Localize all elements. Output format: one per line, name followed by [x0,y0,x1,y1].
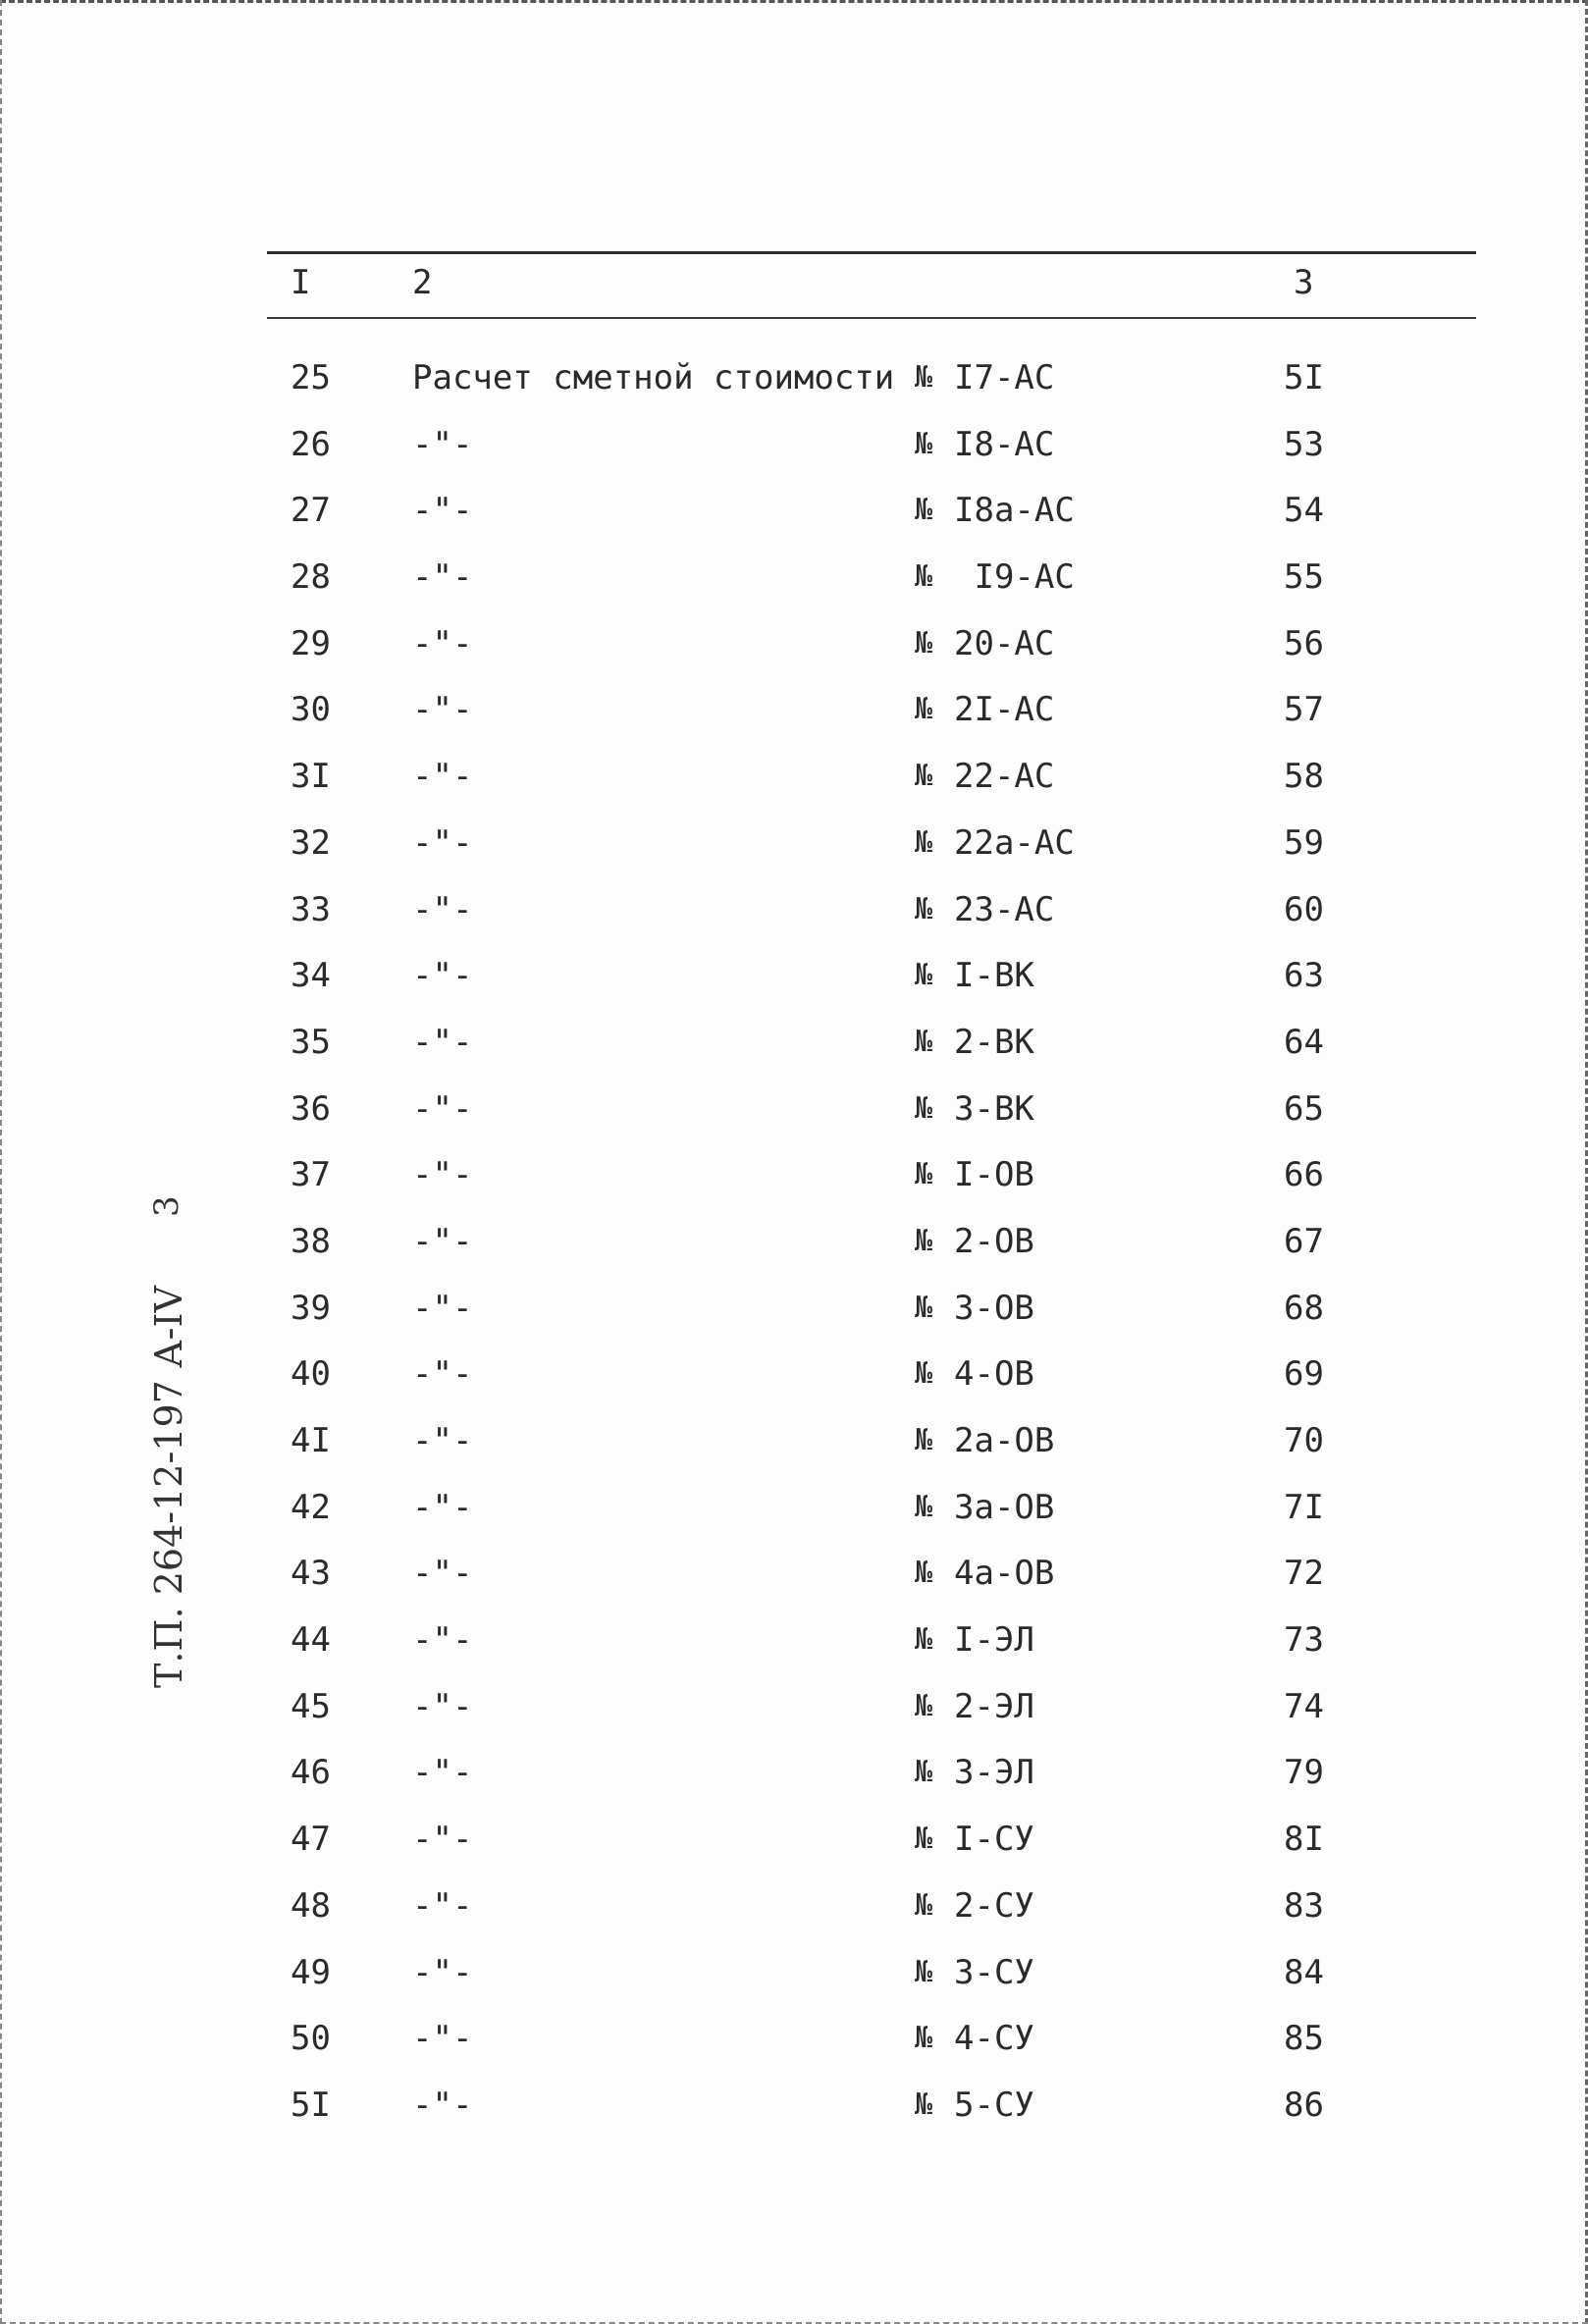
row-number: 47 [291,1820,331,1860]
number-sign: № [915,759,933,794]
table-row [0,1554,1588,1620]
row-page: 8I [1284,1820,1324,1860]
number-sign: № [915,2086,933,2122]
row-code: I-ЭЛ [954,1620,1034,1661]
row-code: I8-АС [954,424,1055,464]
table-row [0,1089,1588,1156]
row-description: -"- [412,1885,473,1926]
table-row [0,890,1588,957]
row-number: 5I [291,2085,331,2125]
table-row [0,823,1588,890]
row-page: 5I [1284,358,1324,397]
row-code: 22-АС [954,757,1055,797]
row-number: 3I [291,757,331,797]
table-row [0,2019,1588,2086]
row-page: 69 [1284,1354,1324,1395]
row-description: -"- [412,623,473,663]
row-description: -"- [412,1421,473,1460]
number-sign: № [915,2021,933,2056]
row-number: 43 [291,1554,331,1594]
row-description: -"- [412,1022,473,1062]
row-code: 3а-ОВ [954,1487,1055,1527]
row-code: 3-ЭЛ [954,1753,1034,1793]
number-sign: № [915,692,933,727]
row-code: I-СУ [954,1820,1034,1860]
row-description: -"- [412,491,473,531]
table-row [0,956,1588,1023]
row-code: 4а-ОВ [954,1554,1055,1594]
row-number: 30 [291,690,331,730]
number-sign: № [915,958,933,993]
row-page: 64 [1284,1022,1324,1062]
table-row [0,1953,1588,2020]
row-number: 42 [291,1487,331,1527]
number-sign: № [915,1223,933,1258]
row-code: I7-АС [954,358,1055,397]
table-row [0,624,1588,691]
row-number: 39 [291,1288,331,1328]
number-sign: № [915,559,933,595]
row-page: 55 [1284,557,1324,598]
row-description: -"- [412,1554,473,1594]
row-page: 70 [1284,1421,1324,1460]
row-number: 29 [291,623,331,663]
row-number: 40 [291,1354,331,1395]
scan-edge-bottom [0,2319,1588,2324]
row-description: -"- [412,1620,473,1661]
number-sign: № [915,426,933,461]
row-page: 85 [1284,2019,1324,2059]
row-description: -"- [412,1952,473,1992]
number-sign: № [915,1423,933,1457]
row-code: 3-ВК [954,1088,1034,1129]
row-description: -"- [412,1686,473,1726]
row-description: -"- [412,1753,473,1793]
row-page: 53 [1284,424,1324,464]
number-sign: № [915,891,933,926]
number-sign: № [915,625,933,660]
row-code: I-ВК [954,956,1034,996]
row-page: 7I [1284,1487,1324,1527]
row-number: 38 [291,1221,331,1261]
row-page: 72 [1284,1554,1324,1594]
row-number: 32 [291,822,331,863]
row-number: 25 [291,358,331,397]
number-sign: № [915,360,933,395]
table-row [0,1023,1588,1089]
row-number: 27 [291,491,331,531]
row-code: 3-ОВ [954,1288,1034,1328]
row-page: 59 [1284,822,1324,863]
row-page: 60 [1284,889,1324,929]
row-code: 22а-АС [954,822,1075,863]
number-sign: № [915,1024,933,1059]
table-body [0,358,1588,2152]
row-description: -"- [412,822,473,863]
table-row [0,1354,1588,1421]
row-description: -"- [412,690,473,730]
row-code: 2I-АС [954,690,1055,730]
header-col-2: 2 [412,263,433,302]
row-page: 58 [1284,757,1324,797]
row-description: -"- [412,1288,473,1328]
row-code: 20-АС [954,623,1055,663]
document-code: Т.П. 264-12-197 А-IV [147,1286,190,1688]
row-number: 44 [291,1620,331,1661]
scan-edge-top [0,0,1588,6]
row-page: 84 [1284,1952,1324,1992]
table-top-rule [267,251,1476,254]
number-sign: № [915,1157,933,1192]
row-page: 56 [1284,623,1324,663]
row-description: -"- [412,1088,473,1129]
row-description: -"- [412,1155,473,1195]
header-col-3: 3 [1294,263,1314,302]
table-row [0,1222,1588,1289]
number-sign: № [915,1090,933,1126]
row-number: 46 [291,1753,331,1793]
row-number: 35 [291,1022,331,1062]
row-number: 4I [291,1421,331,1460]
number-sign: № [915,1622,933,1658]
row-code: 5-СУ [954,2085,1034,2125]
row-code: 4-ОВ [954,1354,1034,1395]
number-sign: № [915,1755,933,1790]
table-row [0,1421,1588,1488]
row-code: I9-АС [954,557,1075,598]
row-number: 45 [291,1686,331,1726]
table-row [0,1687,1588,1754]
table-row [0,2086,1588,2152]
table-row [0,425,1588,492]
row-code: I8а-АС [954,491,1075,531]
row-page: 57 [1284,690,1324,730]
table-row [0,358,1588,425]
row-description: -"- [412,2019,473,2059]
table-row [0,1620,1588,1687]
row-number: 28 [291,557,331,598]
table-row [0,1488,1588,1555]
number-sign: № [915,1887,933,1923]
row-page: 63 [1284,956,1324,996]
row-number: 33 [291,889,331,929]
table-row [0,757,1588,823]
table-row [0,1155,1588,1222]
number-sign: № [915,1290,933,1325]
row-code: 2-СУ [954,1885,1034,1926]
number-sign: № [915,1822,933,1857]
row-number: 37 [291,1155,331,1195]
sheet-number: 3 [147,1195,186,1217]
table-row [0,557,1588,624]
row-number: 49 [291,1952,331,1992]
row-code: 2-ЭЛ [954,1686,1034,1726]
number-sign: № [915,1489,933,1524]
row-code: 23-АС [954,889,1055,929]
row-description: Расчет сметной стоимости [412,358,895,397]
row-page: 66 [1284,1155,1324,1195]
row-code: 3-СУ [954,1952,1034,1992]
number-sign: № [915,824,933,860]
row-page: 73 [1284,1620,1324,1661]
row-description: -"- [412,757,473,797]
number-sign: № [915,1556,933,1591]
row-number: 26 [291,424,331,464]
row-description: -"- [412,557,473,598]
table-row [0,491,1588,557]
row-page: 86 [1284,2085,1324,2125]
number-sign: № [915,1356,933,1392]
row-code: 2-ВК [954,1022,1034,1062]
row-page: 79 [1284,1753,1324,1793]
row-description: -"- [412,1221,473,1261]
row-description: -"- [412,1820,473,1860]
row-code: I-ОВ [954,1155,1034,1195]
header-col-1: I [291,263,311,302]
row-description: -"- [412,956,473,996]
row-number: 48 [291,1885,331,1926]
row-number: 50 [291,2019,331,2059]
row-number: 34 [291,956,331,996]
row-page: 74 [1284,1686,1324,1726]
row-page: 65 [1284,1088,1324,1129]
row-code: 2-ОВ [954,1221,1034,1261]
row-code: 2а-ОВ [954,1421,1055,1460]
row-page: 67 [1284,1221,1324,1261]
row-description: -"- [412,1354,473,1395]
row-number: 36 [291,1088,331,1129]
row-page: 68 [1284,1288,1324,1328]
table-row [0,690,1588,757]
row-description: -"- [412,889,473,929]
row-description: -"- [412,2085,473,2125]
row-page: 54 [1284,491,1324,531]
table-row [0,1820,1588,1886]
number-sign: № [915,493,933,528]
table-header-rule [267,317,1476,319]
table-row [0,1289,1588,1355]
number-sign: № [915,1688,933,1723]
table-row [0,1886,1588,1953]
row-description: -"- [412,1487,473,1527]
table-row [0,1753,1588,1820]
number-sign: № [915,1954,933,1989]
row-description: -"- [412,424,473,464]
row-code: 4-СУ [954,2019,1034,2059]
row-page: 83 [1284,1885,1324,1926]
